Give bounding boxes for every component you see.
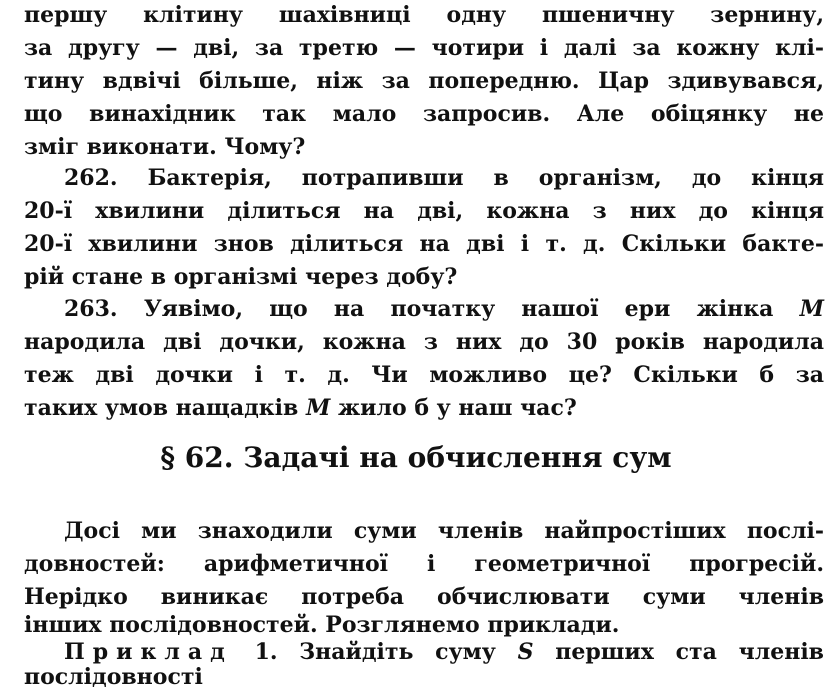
example-1-text-before: Знайдіть суму xyxy=(299,639,518,665)
problem-262-line-2: 20-ї хвилини ділиться на дві, кожна з них до кінця xyxy=(24,198,824,224)
example-1-line-2: послідовності xyxy=(24,664,203,690)
problem-263-text-4a: таких умов нащадків xyxy=(24,395,306,421)
section-paragraph-line-4: інших послідовностей. Розглянемо приклади. xyxy=(24,612,620,638)
problem-262-line-1 xyxy=(64,163,824,193)
problem-263-var-m-1: M xyxy=(799,296,824,322)
problem-262-number: 262. xyxy=(64,165,118,191)
intro-line-2: за другу — дві, за третю — чотири і далі за кожну клі- xyxy=(24,35,824,61)
problem-263-line-1 xyxy=(64,294,824,324)
problem-263-line-3: теж дві дочки і т. д. Чи можливо це? Скільки б за xyxy=(24,362,824,388)
problem-263-text-4b: жило б у наш час? xyxy=(330,395,577,421)
problem-263-line-2: народила дві дочки, кожна з них до 30 років народила xyxy=(24,329,824,355)
section-heading: § 62. Задачі на обчислення сум xyxy=(160,441,672,474)
example-1-number: 1. xyxy=(254,639,278,665)
problem-263-number: 263. xyxy=(64,296,118,322)
intro-line-3: тину вдвічі більше, ніж за попередню. Цар здивувався, xyxy=(24,68,824,94)
intro-line-4: що винахідник так мало запросив. Але обіцянку не xyxy=(24,101,824,127)
example-1-label: Приклад xyxy=(64,639,233,665)
section-paragraph-line-3: Нерідко виникає потреба обчислювати суми членів xyxy=(24,584,824,610)
problem-262-line-3: 20-ї хвилини знов ділиться на дві і т. д. Скільки бакте- xyxy=(24,231,824,257)
intro-line-1: першу клітину шахівниці одну пшеничну зернину, xyxy=(24,2,824,28)
problem-263-var-m-2: M xyxy=(305,395,331,421)
problem-262-text-1: Бактерія, потрапивши в організм, до кінця xyxy=(147,165,824,191)
example-1-text-after: перших ста членів xyxy=(533,639,824,665)
problem-262-line-4: рій стане в організмі через добу? xyxy=(24,264,458,290)
problem-263-text-1: Уявімо, що на початку нашої ери жінка xyxy=(143,296,800,322)
section-paragraph-line-1: Досі ми знаходили суми членів найпростіших послі- xyxy=(64,518,824,544)
section-paragraph-line-2: довностей: арифметичної і геометричної прогресій. xyxy=(24,551,824,577)
problem-263-line-4 xyxy=(24,393,824,423)
example-1-var-s: S xyxy=(517,639,534,665)
intro-line-5: зміг виконати. Чому? xyxy=(24,134,306,160)
